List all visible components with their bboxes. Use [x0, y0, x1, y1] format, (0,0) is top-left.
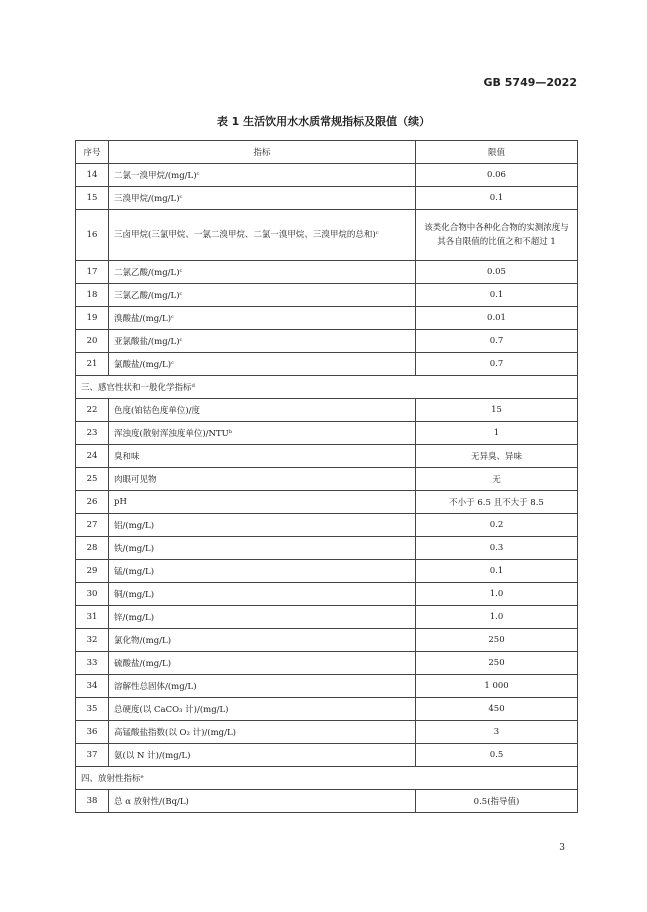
col-header-no: 序号: [76, 141, 109, 164]
limit-value: 0.7: [416, 330, 578, 353]
limit-value: 1: [416, 422, 578, 445]
indicator-name: 二氯一溴甲烷/(mg/L)ᶜ: [109, 164, 416, 187]
row-number: 36: [76, 721, 109, 744]
indicator-name: 浑浊度(散射浑浊度单位)/NTUᵇ: [109, 422, 416, 445]
indicator-name: 亚氯酸盐/(mg/L)ᶜ: [109, 330, 416, 353]
row-number: 22: [76, 399, 109, 422]
indicator-name: 硫酸盐/(mg/L): [109, 652, 416, 675]
indicator-name: 锰/(mg/L): [109, 560, 416, 583]
limit-value: 0.01: [416, 307, 578, 330]
indicator-name: 三氯乙酸/(mg/L)ᶜ: [109, 284, 416, 307]
row-number: 17: [76, 261, 109, 284]
table-row: [76, 422, 578, 445]
table-row: [76, 698, 578, 721]
indicator-name: 氨(以 N 计)/(mg/L): [109, 744, 416, 767]
limit-value: 0.05: [416, 261, 578, 284]
indicator-name: 总硬度(以 CaCO₃ 计)/(mg/L): [109, 698, 416, 721]
row-number: 28: [76, 537, 109, 560]
indicator-name: 三溴甲烷/(mg/L)ᶜ: [109, 187, 416, 210]
limit-value: 0.2: [416, 514, 578, 537]
water-quality-table: [75, 140, 578, 813]
limit-value: 0.3: [416, 537, 578, 560]
indicator-name: 肉眼可见物: [109, 468, 416, 491]
indicator-name: 溴酸盐/(mg/L)ᶜ: [109, 307, 416, 330]
indicator-name: 氯酸盐/(mg/L)ᶜ: [109, 353, 416, 376]
row-number: 29: [76, 560, 109, 583]
limit-value: 0.1: [416, 560, 578, 583]
row-number: 33: [76, 652, 109, 675]
table-row: [76, 652, 578, 675]
limit-value: 0.1: [416, 284, 578, 307]
limit-value: 0.5: [416, 744, 578, 767]
indicator-name: 铜/(mg/L): [109, 583, 416, 606]
row-number: 18: [76, 284, 109, 307]
row-number: 24: [76, 445, 109, 468]
limit-value: 1.0: [416, 606, 578, 629]
indicator-name: pH: [109, 491, 416, 514]
table-row: [76, 721, 578, 744]
table-row: [76, 537, 578, 560]
indicator-name: 臭和味: [109, 445, 416, 468]
row-number: 25: [76, 468, 109, 491]
table-row: [76, 187, 578, 210]
indicator-name: 高锰酸盐指数(以 O₂ 计)/(mg/L): [109, 721, 416, 744]
page-number: 3: [559, 843, 565, 853]
row-number: 16: [76, 210, 109, 261]
table-row: [76, 307, 578, 330]
row-number: 31: [76, 606, 109, 629]
row-number: 15: [76, 187, 109, 210]
limit-value: 15: [416, 399, 578, 422]
limit-value: 无: [416, 468, 578, 491]
table-row: [76, 583, 578, 606]
row-number: 35: [76, 698, 109, 721]
indicator-name: 三卤甲烷(三氯甲烷、一氯二溴甲烷、二氯一溴甲烷、三溴甲烷的总和)ᶜ: [109, 210, 416, 261]
table-row: [76, 560, 578, 583]
section-title: 四、放射性指标ᵉ: [76, 767, 578, 790]
table-row: [76, 330, 578, 353]
row-number: 38: [76, 790, 109, 813]
standard-code: GB 5749—2022: [483, 76, 577, 89]
indicator-name: 溶解性总固体/(mg/L): [109, 675, 416, 698]
row-number: 37: [76, 744, 109, 767]
table-row: [76, 468, 578, 491]
col-header-indicator: 指标: [109, 141, 416, 164]
table-row: [76, 744, 578, 767]
row-number: 34: [76, 675, 109, 698]
table-row: [76, 399, 578, 422]
limit-value: 该类化合物中各种化合物的实测浓度与其各自限值的比值之和不超过 1: [416, 210, 578, 261]
row-number: 32: [76, 629, 109, 652]
table-title: 表 1 生活饮用水水质常规指标及限值（续）: [216, 115, 431, 128]
table-row: [76, 629, 578, 652]
limit-value: 0.5(指导值): [416, 790, 578, 813]
section-title: 三、感官性状和一般化学指标ᵈ: [76, 376, 578, 399]
section-row-radioactivity: [76, 767, 578, 790]
row-number: 14: [76, 164, 109, 187]
indicator-name: 总 α 放射性/(Bq/L): [109, 790, 416, 813]
col-header-limit: 限值: [416, 141, 578, 164]
table-row: [76, 445, 578, 468]
table-row: [76, 353, 578, 376]
indicator-name: 铝/(mg/L): [109, 514, 416, 537]
limit-value: 1 000: [416, 675, 578, 698]
row-number: 27: [76, 514, 109, 537]
limit-value: 450: [416, 698, 578, 721]
limit-value: 250: [416, 652, 578, 675]
limit-value: 250: [416, 629, 578, 652]
limit-value: 0.06: [416, 164, 578, 187]
table-row: [76, 210, 578, 261]
limit-value: 无异臭、异味: [416, 445, 578, 468]
indicator-name: 铁/(mg/L): [109, 537, 416, 560]
table-row: [76, 164, 578, 187]
table-row: [76, 514, 578, 537]
table-row: [76, 675, 578, 698]
limit-value: 1.0: [416, 583, 578, 606]
row-number: 21: [76, 353, 109, 376]
table-header-row: [76, 141, 578, 164]
table-row: [76, 606, 578, 629]
indicator-name: 锌/(mg/L): [109, 606, 416, 629]
limit-value: 0.1: [416, 187, 578, 210]
indicator-name: 氯化物/(mg/L): [109, 629, 416, 652]
row-number: 19: [76, 307, 109, 330]
table-row: [76, 261, 578, 284]
table-row: [76, 284, 578, 307]
table-row: [76, 491, 578, 514]
row-number: 23: [76, 422, 109, 445]
section-row-organoleptic: [76, 376, 578, 399]
limit-value: 不小于 6.5 且不大于 8.5: [416, 491, 578, 514]
limit-value: 3: [416, 721, 578, 744]
row-number: 30: [76, 583, 109, 606]
table-row: [76, 790, 578, 813]
indicator-name: 二氯乙酸/(mg/L)ᶜ: [109, 261, 416, 284]
row-number: 26: [76, 491, 109, 514]
row-number: 20: [76, 330, 109, 353]
indicator-name: 色度(铂钴色度单位)/度: [109, 399, 416, 422]
limit-value: 0.7: [416, 353, 578, 376]
